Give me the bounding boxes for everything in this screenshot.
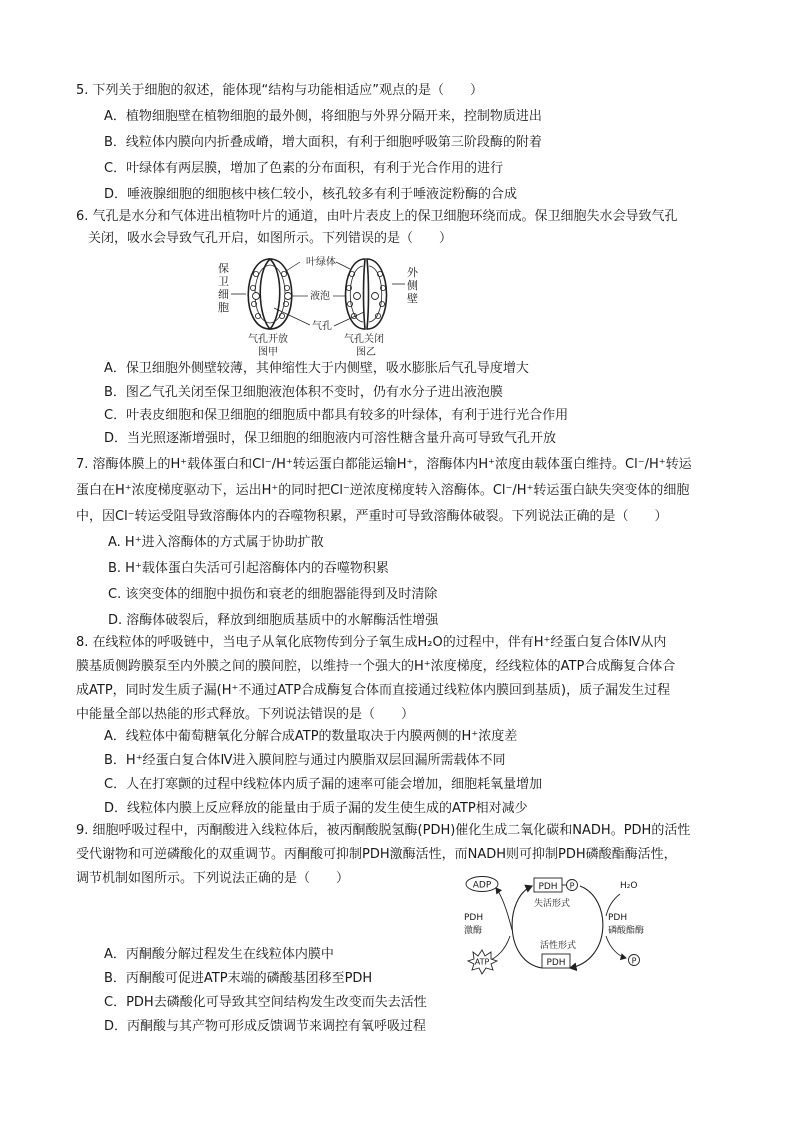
q9-option-b[interactable]: B．丙酮酸可促进ATP末端的磷酸基团移至PDH bbox=[104, 971, 373, 986]
q9-option-c[interactable]: C．PDH去磷酸化可导致其空间结构发生改变而失去活性 bbox=[104, 995, 427, 1010]
q8-option-a[interactable]: A．线粒体中葡萄糖氧化分解合成ATP的数量取决于内膜两侧的H⁺浓度差 bbox=[104, 729, 518, 744]
outer-wall-label-3: 壁 bbox=[407, 292, 418, 305]
q6-stem-line1: 6. 气孔是水分和气体进出植物叶片的通道，由叶片表皮上的保卫细胞环绕而成。保卫细胞失水会导致气孔 bbox=[76, 209, 678, 224]
kinase-label-1: PDH bbox=[464, 913, 484, 923]
q8-stem-line2: 膜基质侧跨膜泵至内外膜之间的膜间腔，以维持一个强大的H⁺浓度梯度，经线粒体的ATP合成酶复合体合 bbox=[76, 659, 676, 674]
q8-stem-line1: 8. 在线粒体的呼吸链中，当电子从氧化底物传到分子氧生成H₂O的过程中，伴有H⁺经蛋白复合体Ⅳ从内 bbox=[76, 635, 667, 650]
q9-option-d[interactable]: D．丙酮酸与其产物可形成反馈调节来调控有氧呼吸过程 bbox=[104, 1019, 427, 1034]
q8-stem-line3: 成ATP，同时发生质子漏(H⁺不通过ATP合成酶复合体而直接通过线粒体内膜回到基质)，质子漏发生过程 bbox=[76, 683, 671, 698]
pdh-inactive-label: PDH bbox=[538, 882, 558, 892]
q7-option-a[interactable]: A. H⁺进入溶酶体的方式属于协助扩散 bbox=[108, 535, 324, 550]
q9-stem-line2: 受代谢物和可逆磷酸化的双重调节。丙酮酸可抑制PDH激酶活性，而NADH则可抑制PDH磷酸酯酶活性， bbox=[76, 847, 677, 862]
q7-option-b[interactable]: B. H⁺载体蛋白失活可引起溶酶体内的吞噬物积累 bbox=[108, 561, 389, 576]
active-form-label: 活性形式 bbox=[540, 941, 577, 951]
guard-cell-label-2: 卫 bbox=[218, 275, 229, 288]
q8-option-d[interactable]: D．线粒体内膜上反应释放的能量由于质子漏的发生使生成的ATP相对减少 bbox=[104, 801, 528, 816]
guard-cell-label-1: 保 bbox=[218, 262, 229, 275]
q8-option-c[interactable]: C．人在打寒颤的过程中线粒体内质子漏的速率可能会增加，细胞耗氧量增加 bbox=[104, 777, 543, 792]
q5-option-b[interactable]: B．线粒体内膜向内折叠成嵴，增大面积，有利于细胞呼吸第三阶段酶的附着 bbox=[104, 135, 542, 150]
guard-cell-label-3: 细 bbox=[218, 288, 229, 301]
q9-option-a[interactable]: A．丙酮酸分解过程发生在线粒体内膜中 bbox=[104, 947, 334, 962]
guard-cell-label-4: 胞 bbox=[218, 301, 229, 314]
figure-a-caption: 图甲 bbox=[258, 347, 278, 358]
q5-option-d[interactable]: D．唾液腺细胞的细胞核中核仁较小，核孔较多有利于唾液淀粉酶的合成 bbox=[104, 187, 518, 202]
q9-stem-line1: 9. 细胞呼吸过程中，丙酮酸进入线粒体后，被丙酮酸脱氢酶(PDH)催化生成二氧化碳和NADH。PDH的活性 bbox=[76, 823, 691, 838]
closed-label: 气孔关闭 bbox=[344, 334, 384, 345]
q7-option-d[interactable]: D. 溶酶体破裂后，释放到细胞质基质中的水解酶活性增强 bbox=[108, 613, 439, 628]
q5-option-a[interactable]: A．植物细胞壁在植物细胞的最外侧，将细胞与外界分隔开来，控制物质进出 bbox=[104, 109, 542, 124]
q6-stem-line2: 关闭，吸水会导致气孔开启，如图所示。下列错误的是（ ） bbox=[88, 231, 453, 246]
outer-wall-label-1: 外 bbox=[407, 266, 418, 279]
q6-option-c[interactable]: C．叶表皮细胞和保卫细胞的细胞质中都具有较多的叶绿体，有利于进行光合作用 bbox=[104, 408, 569, 423]
q6-option-b[interactable]: B．图乙气孔关闭至保卫细胞液泡体积不变时，仍有水分子进出液泡膜 bbox=[104, 385, 503, 400]
pdh-regulation-figure bbox=[452, 870, 672, 984]
q8-option-b[interactable]: B．H⁺经蛋白复合体Ⅳ进入膜间腔与通过内膜脂双层回漏所需载体不同 bbox=[104, 753, 506, 768]
figure-b-caption: 图乙 bbox=[356, 347, 376, 358]
phosphate-label: P bbox=[569, 881, 575, 891]
inactive-form-label: 失活形式 bbox=[534, 899, 571, 909]
phosphatase-label-2: 磷酸酯酶 bbox=[608, 926, 645, 936]
q7-stem-line1: 7. 溶酶体膜上的H⁺载体蛋白和Cl⁻/H⁺转运蛋白都能运输H⁺，溶酶体内H⁺浓度由载体蛋白维持。Cl⁻/H⁺转运 bbox=[76, 457, 692, 472]
q6-option-a[interactable]: A．保卫细胞外侧壁较薄，其伸缩性大于内侧壁，吸水膨胀后气孔导度增大 bbox=[104, 361, 529, 376]
q7-stem-line2: 蛋白在H⁺浓度梯度驱动下，运出H⁺的同时把Cl⁻逆浓度梯度转入溶酶体。Cl⁻/H⁺转运蛋白缺失突变体的细胞 bbox=[76, 483, 690, 498]
chloroplast-label: 叶绿体 bbox=[306, 257, 336, 268]
outer-wall-label-2: 侧 bbox=[407, 279, 418, 292]
stoma-open-drawing bbox=[248, 259, 292, 329]
q5-stem: 5. 下列关于细胞的叙述，能体现“结构与功能相适应”观点的是（ ） bbox=[76, 83, 484, 98]
vacuole-label: 液泡 bbox=[310, 291, 330, 302]
kinase-label-2: 激酶 bbox=[464, 926, 483, 936]
stomata-figure bbox=[212, 254, 432, 362]
q7-stem-line3: 中，因Cl⁻转运受阻导致溶酶体内的吞噬物积累，严重时可导致溶酶体破裂。下列说法正确的是（ ） bbox=[76, 509, 668, 524]
q5-option-c[interactable]: C．叶绿体有两层膜，增加了色素的分布面积，有利于光合作用的进行 bbox=[104, 161, 504, 176]
q9-stem-line3: 调节机制如图所示。下列说法正确的是（ ） bbox=[76, 871, 350, 886]
q6-option-d[interactable]: D．当光照逐渐增强时，保卫细胞的细胞液内可溶性糖含量升高可导致气孔开放 bbox=[104, 431, 557, 446]
stoma-label: 气孔 bbox=[312, 321, 332, 332]
atp-label: ATP bbox=[474, 957, 490, 967]
stoma-closed-drawing bbox=[345, 259, 386, 329]
open-label: 气孔开放 bbox=[248, 334, 288, 345]
phosphatase-label-1: PDH bbox=[608, 913, 628, 923]
pdh-active-label: PDH bbox=[546, 958, 566, 968]
h2o-label: H₂O bbox=[620, 881, 638, 891]
q7-option-c[interactable]: C. 该突变体的细胞中损伤和衰老的细胞器能得到及时清除 bbox=[108, 587, 438, 602]
released-phosphate-label: P bbox=[631, 956, 637, 966]
adp-label: ADP bbox=[472, 880, 492, 891]
q8-stem-line4: 中能量全部以热能的形式释放。下列说法错误的是（ ） bbox=[76, 707, 415, 722]
